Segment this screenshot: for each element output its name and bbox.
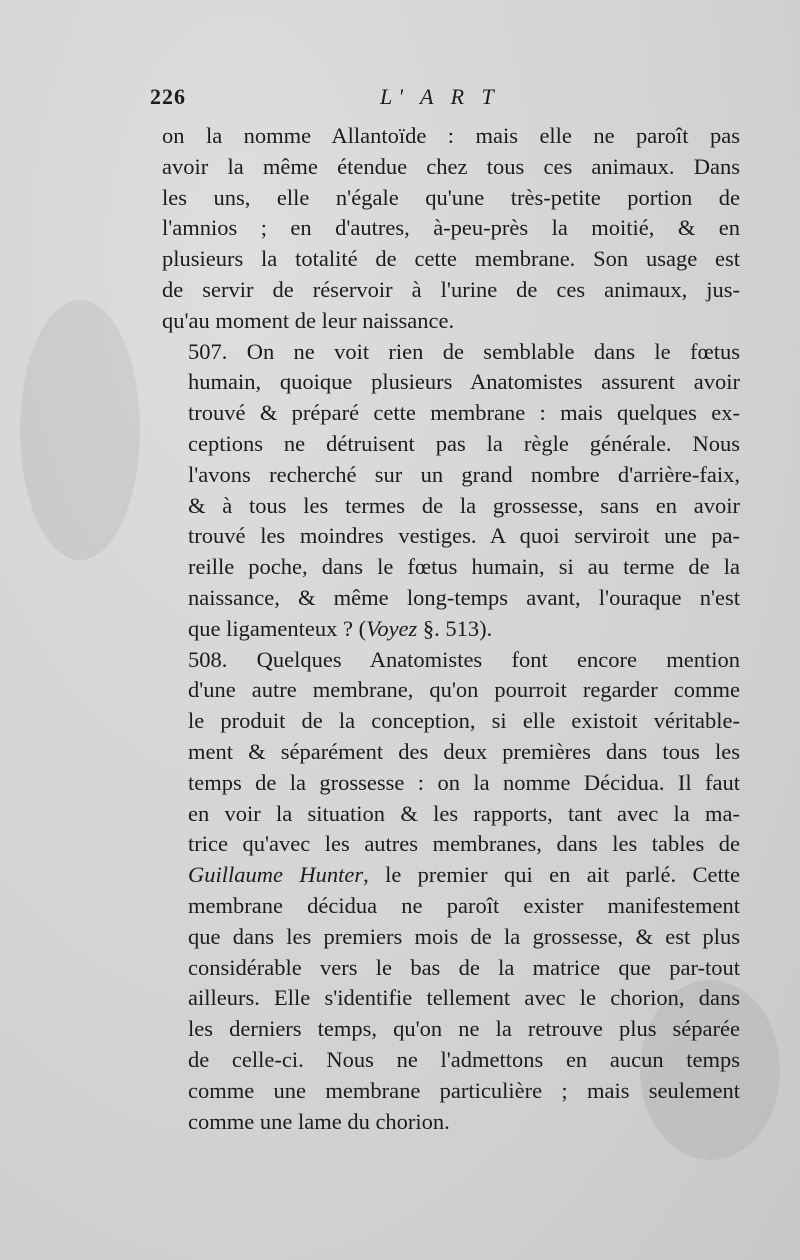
text-line: ceptions ne détruisent pas la règle générale. Nous: [188, 430, 740, 456]
text-line: trouvé & préparé cette membrane : mais quelques ex-: [188, 400, 740, 426]
body-text: [162, 121, 740, 1137]
text-line: & à tous les termes de la grossesse, sans en avoir: [188, 492, 740, 518]
text-line: les derniers temps, qu'on ne la retrouve plus séparée: [188, 1016, 740, 1042]
running-head: L' A R T: [380, 84, 500, 109]
italic-text: Voyez: [366, 615, 418, 641]
italic-text: Guillaume Hunter: [188, 862, 364, 888]
text-line: reille poche, dans le fœtus humain, si au terme de la: [188, 554, 740, 580]
text-line: considérable vers le bas de la matrice que par-tout: [188, 954, 740, 980]
text-line: de servir de réservoir à l'urine de ces animaux, jus-: [162, 276, 740, 302]
text-line: humain, quoique plusieurs Anatomistes assurent avoir: [188, 369, 740, 395]
text-line: trouvé les moindres vestiges. A quoi serviroit une pa-: [188, 523, 740, 549]
text-line: ailleurs. Elle s'identifie tellement avec le chorion, dans: [188, 985, 740, 1011]
text-line: le produit de la conception, si elle existoit véritable-: [188, 708, 740, 734]
text-line: Guillaume Hunter, le premier qui en ait parlé. Cette: [188, 862, 740, 888]
text-line: comme une lame du chorion.: [188, 1108, 450, 1134]
text-line: 508. Quelques Anatomistes font encore mention: [188, 646, 740, 672]
text-line: l'avons recherché sur un grand nombre d'arrière-faix,: [188, 461, 740, 487]
page-number: 226: [150, 84, 186, 109]
text-line: plusieurs la totalité de cette membrane. Son usage est: [162, 246, 740, 272]
text-line: qu'au moment de leur naissance.: [162, 307, 455, 333]
text-line: que ligamenteux ? (Voyez §. 513).: [188, 615, 493, 641]
text-line: comme une membrane particulière ; mais seulement: [188, 1077, 740, 1103]
text-line: 507. On ne voit rien de semblable dans le fœtus: [188, 338, 740, 364]
text-line: naissance, & même long-temps avant, l'ouraque n'est: [188, 584, 740, 610]
text-line: les uns, elle n'égale qu'une très-petite portion de: [162, 184, 740, 210]
text-line: membrane décidua ne paroît exister manifestement: [188, 892, 740, 918]
paragraph: [162, 121, 740, 337]
text-line: l'amnios ; en d'autres, à-peu-près la moitié, & en: [162, 215, 740, 241]
text-line: d'une autre membrane, qu'on pourroit regarder comme: [188, 677, 740, 703]
text-line: en voir la situation & les rapports, tant avec la ma-: [188, 800, 740, 826]
text-line: temps de la grossesse : on la nomme Décidua. Il faut: [188, 769, 740, 795]
paragraph: [162, 645, 740, 1138]
text-line: on la nomme Allantoïde : mais elle ne paroît pas: [162, 123, 740, 148]
text-line: ment & séparément des deux premières dans tous les: [188, 738, 740, 764]
paragraph: [162, 337, 740, 645]
page-header: [150, 84, 750, 114]
text-line: avoir la même étendue chez tous ces animaux. Dans: [162, 153, 740, 179]
text-line: de celle-ci. Nous ne l'admettons en aucun temps: [188, 1046, 740, 1072]
text-line: que dans les premiers mois de la grossesse, & est plus: [188, 923, 740, 949]
text-line: trice qu'avec les autres membranes, dans les tables de: [188, 831, 740, 857]
paper-stain: [20, 300, 140, 560]
